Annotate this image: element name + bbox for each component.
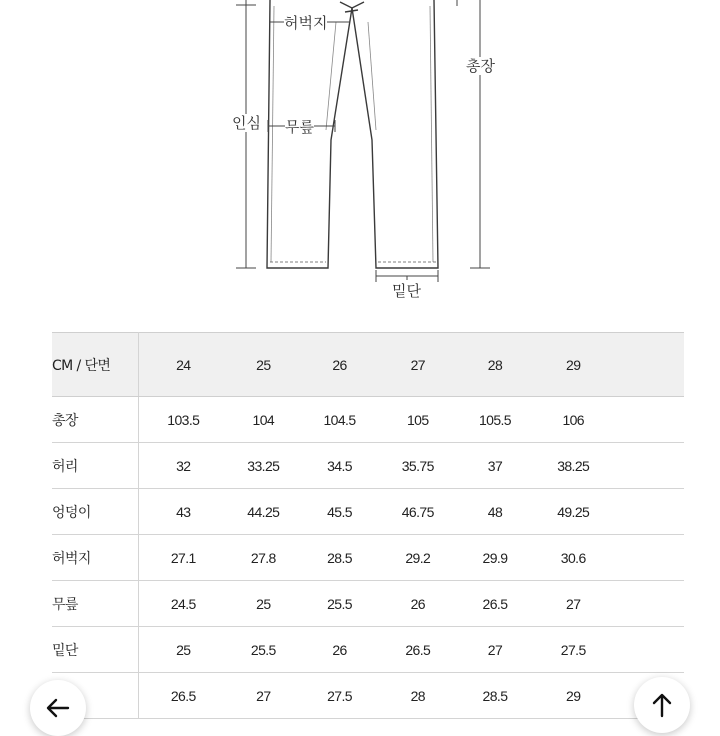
- table-row: [52, 581, 684, 627]
- size-header-27: 27: [380, 333, 455, 397]
- table-cell: 38.25: [535, 443, 612, 489]
- table-cell: 28.5: [299, 535, 380, 581]
- size-header-26: 26: [299, 333, 380, 397]
- table-cell: 43: [138, 489, 227, 535]
- table-cell: 27: [455, 627, 534, 673]
- table-cell: 32: [138, 443, 227, 489]
- table-cell: 44.25: [228, 489, 299, 535]
- cell-filler: [612, 581, 684, 627]
- row-label: 허벅지: [52, 535, 138, 581]
- table-cell: 26: [380, 581, 455, 627]
- row-label: 무릎: [52, 581, 138, 627]
- size-header-row: [52, 333, 684, 397]
- table-cell: 46.75: [380, 489, 455, 535]
- table-cell: 28.5: [455, 673, 534, 719]
- size-table: [52, 332, 684, 719]
- row-label: 허리: [52, 443, 138, 489]
- cell-filler: [612, 489, 684, 535]
- table-row: [52, 627, 684, 673]
- table-cell: 29.9: [455, 535, 534, 581]
- table-cell: 48: [455, 489, 534, 535]
- table-cell: 35.75: [380, 443, 455, 489]
- table-cell: 26.5: [455, 581, 534, 627]
- table-cell: 25.5: [299, 581, 380, 627]
- size-header-28: 28: [455, 333, 534, 397]
- pants-measurement-diagram: [0, 0, 720, 310]
- table-cell: 29.2: [380, 535, 455, 581]
- table-cell: 45.5: [299, 489, 380, 535]
- table-cell: 104.5: [299, 397, 380, 443]
- cell-filler: [612, 443, 684, 489]
- scroll-top-button[interactable]: [634, 677, 690, 733]
- size-header-24: 24: [138, 333, 227, 397]
- size-header-25: 25: [228, 333, 299, 397]
- table-cell: 49.25: [535, 489, 612, 535]
- table-cell: 30.6: [535, 535, 612, 581]
- table-cell: 105: [380, 397, 455, 443]
- table-cell: 103.5: [138, 397, 227, 443]
- table-row: [52, 443, 684, 489]
- cell-filler: [612, 627, 684, 673]
- table-cell: 27.8: [228, 535, 299, 581]
- table-cell: 25: [138, 627, 227, 673]
- table-cell: 27: [535, 581, 612, 627]
- right-leg-outline: [352, 0, 438, 268]
- table-cell: 104: [228, 397, 299, 443]
- table-cell: 28: [380, 673, 455, 719]
- table-cell: 33.25: [228, 443, 299, 489]
- table-cell: 27: [228, 673, 299, 719]
- table-cell: 37: [455, 443, 534, 489]
- knee-label: 무릎: [285, 118, 314, 136]
- table-cell: 29: [535, 673, 612, 719]
- arrow-left-icon: [44, 694, 72, 722]
- crotch-seam: [340, 2, 364, 12]
- table-cell: 26.5: [380, 627, 455, 673]
- row-label: 총장: [52, 397, 138, 443]
- table-cell: 106: [535, 397, 612, 443]
- row-label: 엉덩이: [52, 489, 138, 535]
- table-row: [52, 535, 684, 581]
- table-cell: 27.5: [299, 673, 380, 719]
- table-cell: 34.5: [299, 443, 380, 489]
- table-cell: 27.1: [138, 535, 227, 581]
- table-row: [52, 489, 684, 535]
- inseam-label: 인심: [232, 114, 261, 132]
- header-label: CM / 단면: [52, 333, 138, 397]
- table-cell: 26.5: [138, 673, 227, 719]
- table-row: [52, 397, 684, 443]
- header-filler: [612, 333, 684, 397]
- size-header-29: 29: [535, 333, 612, 397]
- table-cell: 105.5: [455, 397, 534, 443]
- back-button[interactable]: [30, 680, 86, 736]
- cell-filler: [612, 397, 684, 443]
- row-label: 밑단: [52, 627, 138, 673]
- table-cell: 27.5: [535, 627, 612, 673]
- table-cell: 25.5: [228, 627, 299, 673]
- thigh-label: 허벅지: [284, 14, 328, 32]
- arrow-up-icon: [648, 691, 676, 719]
- table-row: [52, 673, 684, 719]
- table-cell: 26: [299, 627, 380, 673]
- table-cell: 25: [228, 581, 299, 627]
- table-cell: 24.5: [138, 581, 227, 627]
- cell-filler: [612, 535, 684, 581]
- total-length-label: 총장: [466, 57, 495, 75]
- hem-label: 밑단: [392, 282, 421, 300]
